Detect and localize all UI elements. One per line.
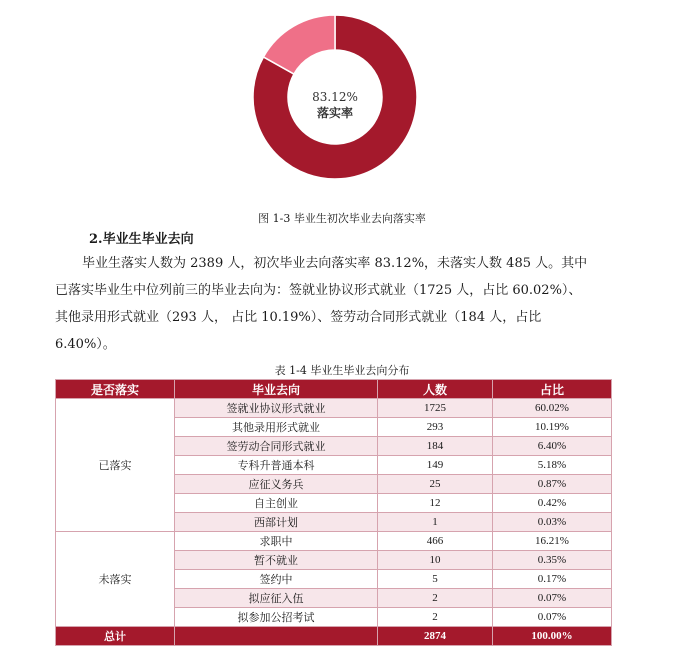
header-destination: 毕业去向 (175, 380, 378, 399)
percent-cell: 0.42% (493, 494, 612, 513)
count-cell: 25 (378, 475, 493, 494)
donut-center-value: 83.12% (312, 90, 358, 104)
total-percent: 100.00% (493, 627, 612, 646)
count-cell: 149 (378, 456, 493, 475)
paragraph-line: 6.40%）。 (55, 337, 116, 352)
count-cell: 466 (378, 532, 493, 551)
summary-paragraph (55, 250, 617, 358)
count-cell: 5 (378, 570, 493, 589)
total-count: 2874 (378, 627, 493, 646)
percent-cell: 16.21% (493, 532, 612, 551)
destination-cell: 签劳动合同形式就业 (175, 437, 378, 456)
count-cell: 293 (378, 418, 493, 437)
percent-cell: 6.40% (493, 437, 612, 456)
total-label: 总计 (56, 627, 175, 646)
table-total-row (56, 627, 612, 646)
destination-cell: 专科升普通本科 (175, 456, 378, 475)
count-cell: 184 (378, 437, 493, 456)
percent-cell: 0.87% (493, 475, 612, 494)
table-row (56, 399, 612, 418)
percent-cell: 0.17% (493, 570, 612, 589)
section-heading: 2.毕业生毕业去向 (89, 232, 194, 247)
paragraph-line: 毕业生落实人数为 2389 人，初次毕业去向落实率 83.12%，未落实人数 485 人。其中 (82, 256, 588, 271)
destination-cell: 拟参加公招考试 (175, 608, 378, 627)
paragraph-line: 已落实毕业生中位列前三的毕业去向为：签就业协议形式就业（1725 人，占比 60.02%）、 (55, 283, 582, 298)
destination-cell: 拟应征入伍 (175, 589, 378, 608)
donut-center-label: 落实率 (316, 106, 354, 120)
table-body (56, 399, 612, 627)
total-empty (175, 627, 378, 646)
destination-cell: 暂不就业 (175, 551, 378, 570)
destination-cell: 西部计划 (175, 513, 378, 532)
percent-cell: 0.07% (493, 608, 612, 627)
status-cell: 已落实 (56, 399, 175, 532)
header-status: 是否落实 (56, 380, 175, 399)
table-header-row (56, 380, 612, 399)
destination-cell: 其他录用形式就业 (175, 418, 378, 437)
count-cell: 2 (378, 608, 493, 627)
table-row (56, 532, 612, 551)
percent-cell: 0.03% (493, 513, 612, 532)
count-cell: 10 (378, 551, 493, 570)
table-caption: 表 1-4 毕业生毕业去向分布 (274, 364, 410, 377)
destination-table (55, 379, 612, 646)
count-cell: 1725 (378, 399, 493, 418)
percent-cell: 0.07% (493, 589, 612, 608)
count-cell: 12 (378, 494, 493, 513)
destination-cell: 求职中 (175, 532, 378, 551)
header-count: 人数 (378, 380, 493, 399)
placement-rate-donut-chart (250, 0, 420, 198)
destination-cell: 自主创业 (175, 494, 378, 513)
figure-caption: 图 1-3 毕业生初次毕业去向落实率 (258, 212, 426, 225)
status-cell: 未落实 (56, 532, 175, 627)
count-cell: 2 (378, 589, 493, 608)
count-cell: 1 (378, 513, 493, 532)
destination-cell: 签就业协议形式就业 (175, 399, 378, 418)
percent-cell: 60.02% (493, 399, 612, 418)
percent-cell: 5.18% (493, 456, 612, 475)
percent-cell: 0.35% (493, 551, 612, 570)
destination-cell: 签约中 (175, 570, 378, 589)
destination-cell: 应征义务兵 (175, 475, 378, 494)
paragraph-line: 其他录用形式就业（293 人， 占比 10.19%）、签劳动合同形式就业（184 人，占比 (55, 310, 542, 325)
percent-cell: 10.19% (493, 418, 612, 437)
header-percent: 占比 (493, 380, 612, 399)
